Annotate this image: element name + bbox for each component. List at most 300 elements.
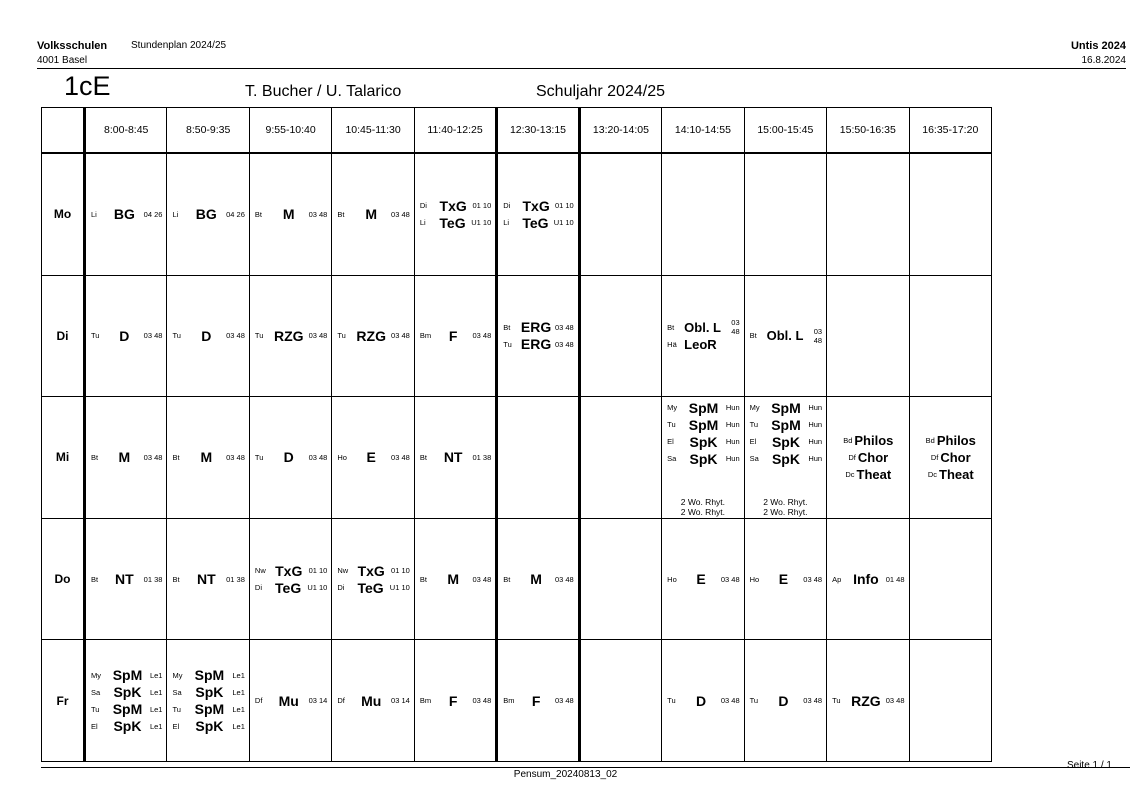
day-row	[42, 640, 992, 762]
subject-code: SpK	[771, 450, 800, 467]
period-header: 11:40-12:25	[414, 108, 496, 154]
lesson-cell[interactable]	[744, 153, 826, 275]
day-row	[42, 397, 992, 519]
lesson-entry	[910, 466, 991, 483]
lesson-cell-content	[910, 154, 991, 274]
lesson-cell[interactable]	[662, 153, 744, 275]
teacher-abbr: Di	[337, 583, 345, 593]
teacher-abbr: Df	[337, 696, 345, 706]
subject-code: D	[201, 327, 212, 344]
day-row	[42, 153, 992, 275]
lesson-cell-content	[415, 397, 495, 517]
teacher-abbr: Df	[848, 452, 856, 462]
lesson-cell-content	[910, 397, 991, 517]
lesson-cell-content	[167, 397, 248, 517]
lesson-cell[interactable]	[744, 518, 826, 640]
subject-code: SpK	[689, 450, 718, 467]
lesson-entry	[167, 667, 248, 684]
lesson-entry	[86, 571, 166, 588]
subject-code: M	[365, 206, 378, 223]
room-number: Hun	[808, 420, 823, 430]
room-number: U1 10	[389, 583, 410, 593]
day-label: Mi	[42, 397, 85, 519]
room-number: Le1	[232, 670, 245, 680]
room-number: Le1	[149, 721, 163, 731]
subject-code: F	[448, 327, 458, 344]
lesson-cell[interactable]	[414, 640, 496, 762]
footer-file-name: Pensum_20240813_02	[513, 769, 618, 780]
lesson-cell[interactable]	[332, 518, 414, 640]
subject-code: M	[118, 449, 131, 466]
subject-code: BG	[195, 206, 217, 223]
room-number: 03 48	[308, 452, 328, 462]
lesson-cell-content	[332, 276, 413, 396]
lesson-cell-content	[250, 641, 331, 761]
teacher-abbr: Sa	[667, 454, 677, 464]
lesson-entry	[86, 206, 166, 223]
lesson-cell[interactable]	[167, 153, 249, 275]
room-number: 03 48	[391, 331, 410, 341]
lesson-cell[interactable]	[579, 640, 661, 762]
room-number: 03 48	[308, 331, 328, 341]
lesson-cell[interactable]	[744, 275, 826, 397]
teacher-abbr: El	[172, 721, 180, 731]
period-header: 13:20-14:05	[579, 108, 661, 154]
teacher-abbr: Bt	[91, 574, 99, 584]
lesson-cell[interactable]	[827, 153, 909, 275]
lesson-cell[interactable]	[414, 397, 496, 519]
app-name: Untis 2024	[1070, 40, 1126, 52]
lesson-cell-content	[910, 276, 991, 396]
lesson-cell[interactable]	[332, 640, 414, 762]
room-number: 03 48	[731, 318, 740, 337]
lesson-cell-content	[745, 276, 826, 396]
teacher-abbr: My	[91, 670, 101, 680]
room-number: Le1	[149, 687, 163, 697]
lesson-cell[interactable]	[662, 275, 744, 397]
room-number: 03 48	[226, 452, 245, 462]
teacher-abbr: Ho	[749, 574, 760, 584]
lesson-cell[interactable]	[332, 397, 414, 519]
lesson-cell-content	[662, 276, 743, 396]
room-number: 01 38	[472, 452, 492, 462]
lesson-cell-content	[332, 519, 413, 639]
lesson-cell[interactable]	[414, 275, 496, 397]
lesson-cell[interactable]	[332, 275, 414, 397]
lesson-cell[interactable]	[85, 397, 167, 519]
lesson-cell[interactable]	[167, 518, 249, 640]
subject-code: E	[366, 449, 376, 466]
teacher-abbr: Bt	[337, 209, 345, 219]
teacher-abbr: Tu	[254, 331, 264, 341]
teacher-abbr: Sa	[749, 454, 759, 464]
teacher-abbr: My	[749, 403, 760, 413]
subject-code: BG	[113, 206, 135, 223]
lesson-cell[interactable]	[414, 153, 496, 275]
room-number: 03 48	[885, 696, 905, 706]
subject-code: Philos	[936, 432, 976, 448]
lesson-cell-content	[745, 397, 826, 517]
lesson-cell-content	[86, 154, 166, 274]
room-number: 03 48	[391, 209, 410, 219]
lesson-entry	[827, 571, 908, 588]
lesson-cell[interactable]	[497, 518, 579, 640]
room-number: 03 48	[803, 574, 823, 584]
corner-cell	[42, 108, 85, 154]
teacher-abbr: Nw	[337, 566, 349, 576]
lesson-cell[interactable]	[662, 518, 744, 640]
lesson-cell-content	[250, 154, 331, 274]
subject-code: TeG	[357, 579, 384, 596]
room-number: 03 48	[554, 339, 574, 349]
room-number: Hun	[725, 420, 740, 430]
lesson-cell-content	[250, 519, 331, 639]
lesson-entry	[827, 449, 908, 466]
lesson-entry	[86, 667, 166, 684]
teacher-abbr: Ap	[832, 574, 842, 584]
subject-code: TeG	[275, 579, 302, 596]
school-name: Volksschulen	[37, 40, 108, 52]
room-number: 03 48	[554, 696, 574, 706]
teacher-abbr: El	[667, 437, 674, 447]
lesson-entry	[86, 449, 166, 466]
subject-code: SpK	[113, 684, 142, 701]
lesson-cell[interactable]	[249, 153, 331, 275]
period-header: 8:50-9:35	[167, 108, 249, 154]
header-divider	[37, 68, 1126, 69]
period-header: 10:45-11:30	[332, 108, 414, 154]
subject-code: LeoR	[684, 336, 717, 352]
lesson-cell[interactable]	[579, 518, 661, 640]
teacher-abbr: Df	[254, 696, 263, 706]
day-label: Di	[42, 275, 85, 397]
subject-code: SpM	[194, 701, 225, 718]
teacher-abbr: Ho	[667, 574, 677, 584]
footer-divider	[41, 767, 1130, 768]
lesson-cell[interactable]	[497, 275, 579, 397]
subject-code: NT	[196, 571, 216, 588]
lesson-cell-content	[581, 519, 661, 639]
lesson-cell-content	[581, 154, 661, 274]
lesson-cell-content	[167, 641, 248, 761]
lesson-cell[interactable]	[579, 397, 661, 519]
teacher-abbr: Tu	[749, 420, 759, 430]
subject-code: E	[778, 571, 789, 588]
teacher-abbr: Bt	[419, 574, 427, 584]
lesson-entry	[662, 692, 743, 709]
lesson-cell[interactable]	[662, 397, 744, 519]
lesson-cell-content	[167, 519, 248, 639]
lesson-cell-content	[662, 641, 743, 761]
rhythm-note-line: 2 Wo. Rhyt.	[763, 497, 808, 508]
subject-code: D	[119, 327, 130, 344]
lesson-cell[interactable]	[662, 640, 744, 762]
period-header: 9:55-10:40	[249, 108, 331, 154]
lesson-entry	[250, 579, 331, 596]
subject-code: Theat	[939, 466, 974, 482]
lesson-entry	[167, 206, 248, 223]
lesson-cell[interactable]	[249, 518, 331, 640]
lesson-entry	[498, 571, 577, 588]
subject-code: Obl. L	[766, 328, 804, 344]
room-number: Hun	[725, 437, 740, 447]
subject-code: SpM	[112, 701, 143, 718]
subject-code: SpM	[771, 416, 801, 433]
subject-code: E	[696, 571, 706, 588]
rhythm-note	[745, 498, 826, 517]
lesson-cell-content	[498, 154, 577, 274]
lesson-cell-content	[86, 641, 166, 761]
lesson-entry	[745, 571, 826, 588]
lesson-entry	[827, 466, 908, 483]
teacher-abbr: Hä	[667, 339, 677, 349]
lesson-entry	[745, 399, 826, 416]
lesson-cell-content	[332, 397, 413, 517]
lesson-cell-content	[332, 641, 413, 761]
subject-code: TeG	[439, 214, 466, 231]
subject-code: NT	[443, 449, 463, 466]
subject-code: D	[778, 692, 789, 709]
teacher-abbr: Li	[419, 218, 426, 228]
period-header: 14:10-14:55	[662, 108, 744, 154]
teacher-abbr: Li	[172, 209, 179, 219]
lesson-entry	[415, 692, 495, 709]
lesson-cell[interactable]	[85, 153, 167, 275]
subject-code: Theat	[856, 466, 892, 482]
room-number: 03 48	[720, 574, 740, 584]
lesson-cell-content	[910, 519, 991, 639]
lesson-cell-content	[498, 397, 577, 517]
subject-code: NT	[115, 571, 134, 588]
lesson-entry	[167, 327, 248, 344]
teacher-abbr: Di	[419, 201, 427, 211]
period-header: 16:35-17:20	[909, 108, 991, 154]
subject-code: SpM	[688, 416, 719, 433]
lesson-cell[interactable]	[167, 397, 249, 519]
room-number: U1 10	[307, 583, 328, 593]
lesson-cell-content	[827, 397, 908, 517]
subject-code: TeG	[522, 214, 549, 231]
teacher-abbr: Li	[503, 218, 510, 228]
lesson-cell[interactable]	[332, 153, 414, 275]
lesson-cell[interactable]	[909, 640, 991, 762]
lesson-cell[interactable]	[249, 275, 331, 397]
lesson-entry	[910, 432, 991, 449]
period-header-row	[42, 108, 992, 154]
teacher-abbr: Tu	[667, 696, 676, 706]
teacher-abbr: Bt	[91, 452, 99, 462]
lesson-entry	[250, 692, 331, 709]
day-label: Mo	[42, 153, 85, 275]
day-row	[42, 518, 992, 640]
lesson-entry	[415, 449, 495, 466]
lesson-cell[interactable]	[827, 275, 909, 397]
lesson-cell-content	[250, 276, 331, 396]
room-number: 01 10	[554, 201, 574, 211]
lesson-entry	[86, 701, 166, 718]
room-number: Le1	[232, 721, 245, 731]
lesson-entry	[332, 449, 413, 466]
room-number: 01 38	[143, 574, 163, 584]
lesson-cell-content	[581, 397, 661, 517]
lesson-entry	[332, 692, 413, 709]
subject-code: SpM	[688, 399, 719, 416]
lesson-cell-content	[910, 641, 991, 761]
lesson-cell[interactable]	[497, 640, 579, 762]
lesson-entry	[745, 692, 826, 709]
lesson-cell-content	[498, 641, 577, 761]
teacher-abbr: Nw	[254, 566, 266, 576]
room-number: 01 48	[885, 574, 905, 584]
lesson-cell[interactable]	[744, 397, 826, 519]
room-number: Le1	[232, 704, 245, 714]
lesson-entry	[745, 327, 826, 344]
lesson-entry	[415, 214, 495, 231]
room-number: 03 48	[308, 209, 328, 219]
lesson-cell[interactable]	[909, 275, 991, 397]
room-number: Hun	[808, 403, 823, 413]
lesson-cell-content	[86, 397, 166, 517]
lesson-cell-content	[581, 276, 661, 396]
period-header: 8:00-8:45	[85, 108, 167, 154]
lesson-entry	[332, 562, 413, 579]
lesson-cell[interactable]	[497, 397, 579, 519]
subject-code: D	[695, 692, 707, 709]
room-number: 03 48	[391, 452, 410, 462]
class-teachers: T. Bucher / U. Talarico	[245, 83, 402, 100]
lesson-cell[interactable]	[579, 153, 661, 275]
lesson-entry	[332, 327, 413, 344]
lesson-cell[interactable]	[909, 397, 991, 519]
lesson-cell[interactable]	[827, 397, 909, 519]
lesson-entry	[662, 433, 743, 450]
teacher-abbr: Dc	[927, 469, 938, 479]
lesson-cell[interactable]	[579, 275, 661, 397]
subject-code: TxG	[439, 197, 467, 214]
school-city: 4001 Basel	[37, 55, 88, 66]
lesson-cell[interactable]	[85, 640, 167, 762]
lesson-cell[interactable]	[85, 518, 167, 640]
subject-code: F	[448, 692, 458, 709]
lesson-entry	[662, 336, 743, 353]
subject-code: Chor	[940, 449, 971, 465]
lesson-entry	[827, 692, 908, 709]
teacher-abbr: Di	[254, 583, 262, 593]
subject-code: TxG	[357, 562, 385, 579]
lesson-cell-content	[498, 276, 577, 396]
class-name: 1cE	[64, 71, 111, 101]
lesson-cell-content	[498, 519, 577, 639]
room-number: 03 48	[472, 331, 492, 341]
teacher-abbr: Bt	[749, 331, 757, 341]
teacher-abbr: El	[91, 721, 98, 731]
subject-code: RZG	[356, 327, 386, 344]
lesson-cell[interactable]	[414, 518, 496, 640]
rhythm-note-line: 2 Wo. Rhyt.	[763, 506, 808, 517]
teacher-abbr: Tu	[337, 331, 346, 341]
lesson-cell[interactable]	[744, 640, 826, 762]
lesson-entry	[662, 416, 743, 433]
lesson-cell-content	[745, 641, 826, 761]
lesson-entry	[167, 571, 248, 588]
lesson-entry	[167, 718, 248, 735]
lesson-cell[interactable]	[249, 640, 331, 762]
subject-code: M	[447, 571, 459, 588]
lesson-entry	[827, 432, 908, 449]
lesson-entry	[250, 449, 331, 466]
teacher-abbr: Tu	[749, 696, 759, 706]
rhythm-note-line: 2 Wo. Rhyt.	[680, 497, 726, 508]
teacher-abbr: Bt	[667, 322, 675, 332]
teacher-abbr: Ho	[337, 452, 347, 462]
teacher-abbr: Dc	[845, 469, 855, 479]
lesson-entry	[415, 197, 495, 214]
teacher-abbr: Tu	[254, 452, 264, 462]
lesson-cell[interactable]	[249, 397, 331, 519]
subject-code: Mu	[278, 692, 299, 709]
room-number: Le1	[232, 687, 245, 697]
room-number: 03 48	[472, 574, 492, 584]
lesson-entry	[498, 319, 577, 336]
lesson-cell[interactable]	[827, 518, 909, 640]
room-number: Hun	[725, 403, 740, 413]
day-row	[42, 275, 992, 397]
lesson-entry	[250, 327, 331, 344]
lesson-entry	[250, 562, 331, 579]
room-number: Hun	[725, 454, 740, 464]
subject-code: SpK	[689, 433, 718, 450]
lesson-entry	[745, 416, 826, 433]
room-number: 03 48	[720, 696, 740, 706]
lesson-entry	[86, 718, 166, 735]
lesson-cell-content	[415, 154, 495, 274]
lesson-cell-content	[827, 276, 908, 396]
room-number: 03 48	[472, 696, 492, 706]
lesson-cell[interactable]	[167, 640, 249, 762]
subject-code: TxG	[275, 562, 303, 579]
subject-code: SpM	[112, 667, 143, 684]
lesson-cell-content	[415, 519, 495, 639]
lesson-cell[interactable]	[827, 640, 909, 762]
lesson-cell[interactable]	[167, 275, 249, 397]
teacher-abbr: Li	[91, 209, 97, 219]
room-number: 03 48	[813, 326, 823, 345]
lesson-cell[interactable]	[85, 275, 167, 397]
teacher-abbr: Tu	[172, 331, 181, 341]
lesson-cell-content	[250, 397, 331, 517]
teacher-abbr: Bt	[172, 452, 180, 462]
lesson-cell-content	[415, 641, 495, 761]
lesson-cell-content	[332, 154, 413, 274]
teacher-abbr: Bt	[254, 209, 262, 219]
lesson-entry	[167, 684, 248, 701]
lesson-cell[interactable]	[497, 153, 579, 275]
room-number: 01 10	[472, 201, 492, 211]
lesson-entry	[910, 449, 991, 466]
room-number: Hun	[808, 454, 823, 464]
lesson-cell-content	[662, 519, 743, 639]
subject-code: RZG	[851, 692, 881, 709]
lesson-cell[interactable]	[909, 153, 991, 275]
subject-code: Info	[853, 571, 879, 588]
lesson-cell[interactable]	[909, 518, 991, 640]
lesson-entry	[498, 197, 577, 214]
lesson-entry	[662, 571, 743, 588]
teacher-abbr: Bm	[419, 696, 432, 706]
teacher-abbr: Bt	[419, 452, 427, 462]
period-header: 12:30-13:15	[497, 108, 579, 154]
subject-code: SpK	[195, 684, 224, 701]
